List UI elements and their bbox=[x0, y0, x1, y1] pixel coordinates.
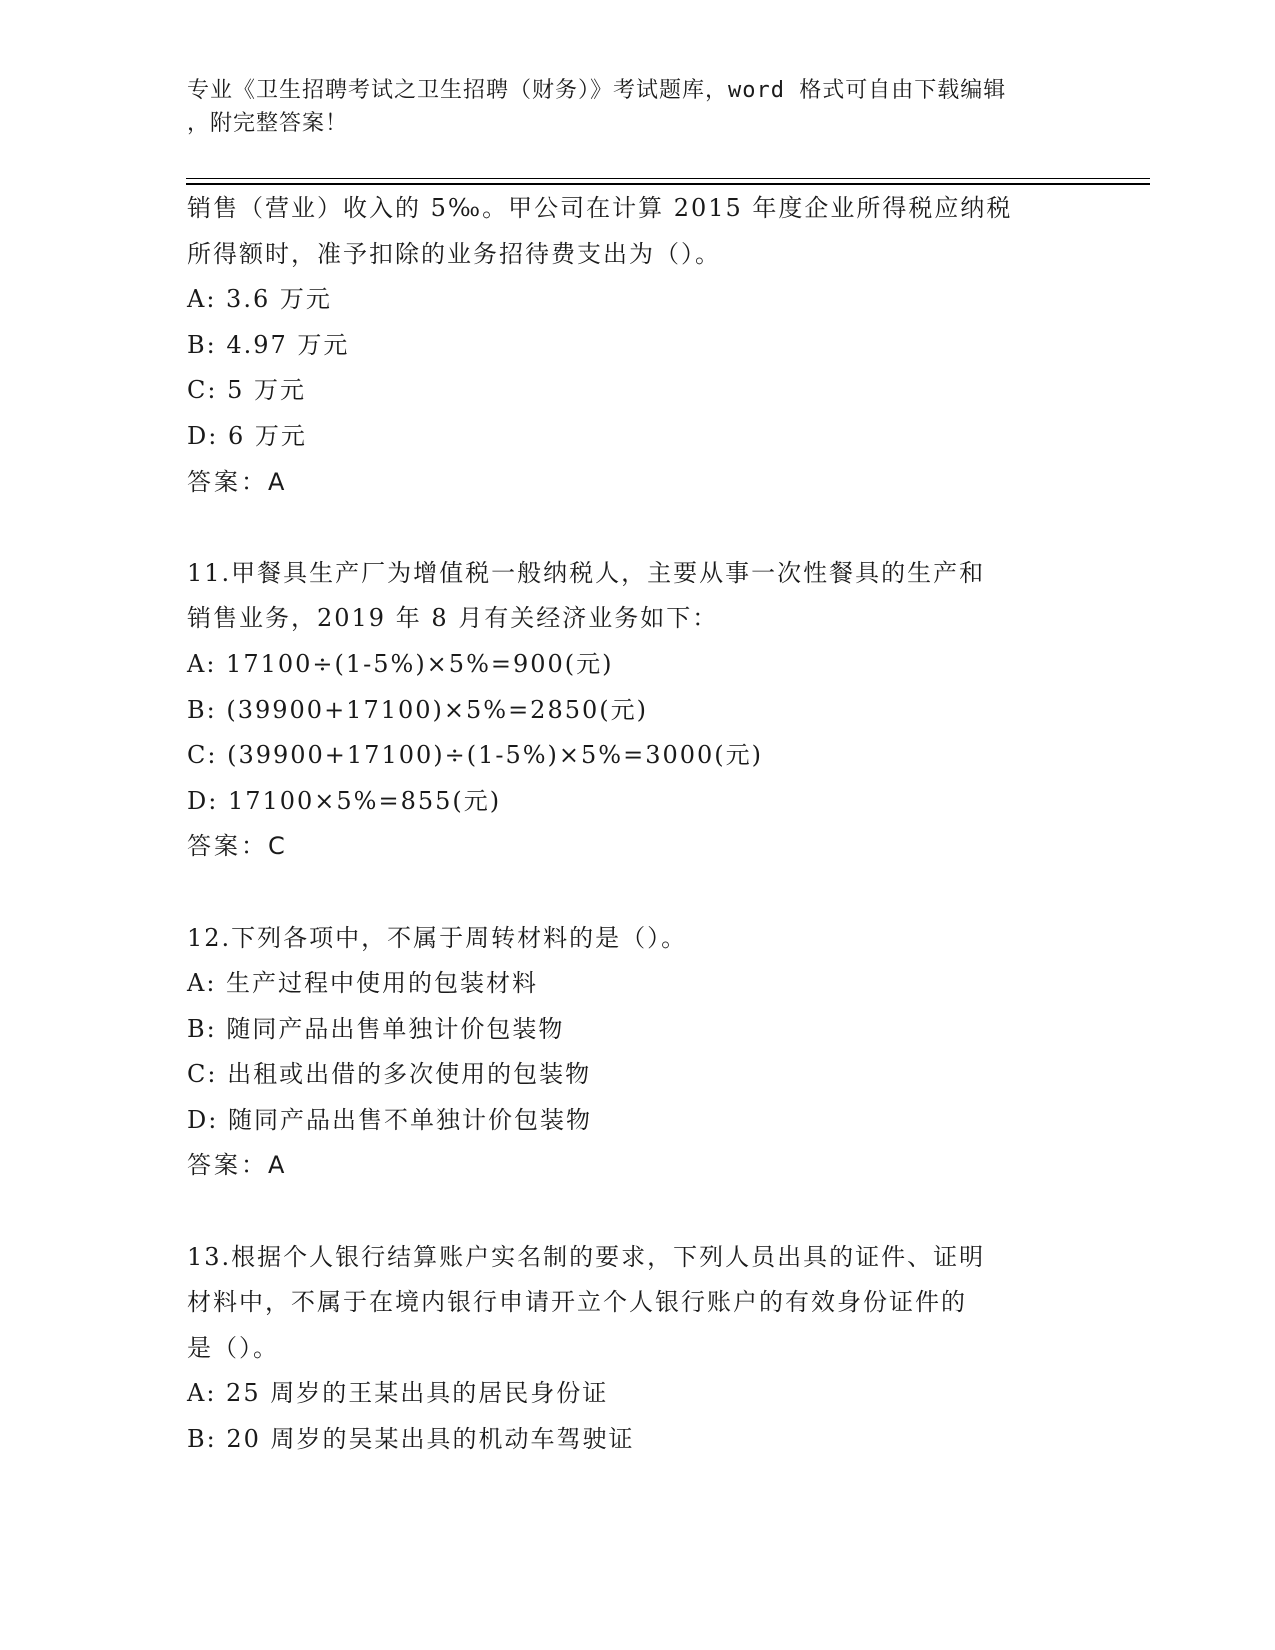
question-text-line: 11.甲餐具生产厂为增值税一般纳税人，主要从事一次性餐具的生产和 bbox=[187, 558, 986, 587]
option-b: B: 随同产品出售单独计价包装物 bbox=[187, 1014, 565, 1043]
question-10 bbox=[187, 186, 1067, 505]
question-text-line: 销售（营业）收入的 5‰。甲公司在计算 2015 年度企业所得税应纳税 bbox=[187, 194, 1013, 222]
question-text-line: 所得额时，准予扣除的业务招待费支出为（）。 bbox=[187, 239, 721, 268]
answer: 答案：A bbox=[187, 467, 288, 496]
question-text-line: 13.根据个人银行结算账户实名制的要求，下列人员出具的证件、证明 bbox=[187, 1242, 986, 1271]
question-text-line: 是（）。 bbox=[187, 1333, 279, 1362]
question-11 bbox=[187, 551, 1067, 870]
spacer bbox=[187, 1189, 1067, 1235]
option-d: D: 6 万元 bbox=[187, 421, 307, 450]
answer: 答案：C bbox=[187, 832, 288, 861]
question-12 bbox=[187, 916, 1067, 1190]
option-b: B: 20 周岁的吴某出具的机动车驾驶证 bbox=[187, 1425, 635, 1454]
question-text-line: 材料中，不属于在境内银行申请开立个人银行账户的有效身份证件的 bbox=[187, 1288, 967, 1317]
question-list bbox=[187, 186, 1067, 1463]
option-a: A: 17100÷(1-5%)×5%=900(元) bbox=[187, 649, 614, 678]
spacer bbox=[187, 870, 1067, 916]
option-c: C: (39900+17100)÷(1-5%)×5%=3000(元) bbox=[187, 741, 763, 770]
header-line-1: 专业《卫生招聘考试之卫生招聘（财务）》考试题库，word 格式可自由下载编辑 bbox=[187, 78, 1007, 103]
option-c: C: 5 万元 bbox=[187, 376, 306, 405]
question-13 bbox=[187, 1235, 1067, 1463]
question-text-line: 12.下列各项中，不属于周转材料的是（）。 bbox=[187, 923, 688, 952]
option-b: B: (39900+17100)×5%=2850(元) bbox=[187, 695, 648, 724]
spacer bbox=[187, 505, 1067, 551]
option-a: A: 生产过程中使用的包装材料 bbox=[187, 969, 539, 998]
option-a: A: 25 周岁的王某出具的居民身份证 bbox=[187, 1379, 609, 1408]
option-b: B: 4.97 万元 bbox=[187, 330, 350, 359]
option-c: C: 出租或出借的多次使用的包装物 bbox=[187, 1060, 592, 1089]
header-divider-thin bbox=[186, 178, 1150, 179]
option-d: D: 随同产品出售不单独计价包装物 bbox=[187, 1105, 592, 1134]
option-d: D: 17100×5%=855(元) bbox=[187, 786, 502, 815]
header-divider-thick bbox=[186, 183, 1150, 185]
document-header bbox=[187, 74, 1087, 140]
option-a: A: 3.6 万元 bbox=[187, 285, 332, 314]
question-text-line: 销售业务，2019 年 8 月有关经济业务如下： bbox=[187, 604, 719, 633]
header-line-2: ，附完整答案！ bbox=[187, 111, 349, 136]
answer: 答案：A bbox=[187, 1151, 288, 1180]
